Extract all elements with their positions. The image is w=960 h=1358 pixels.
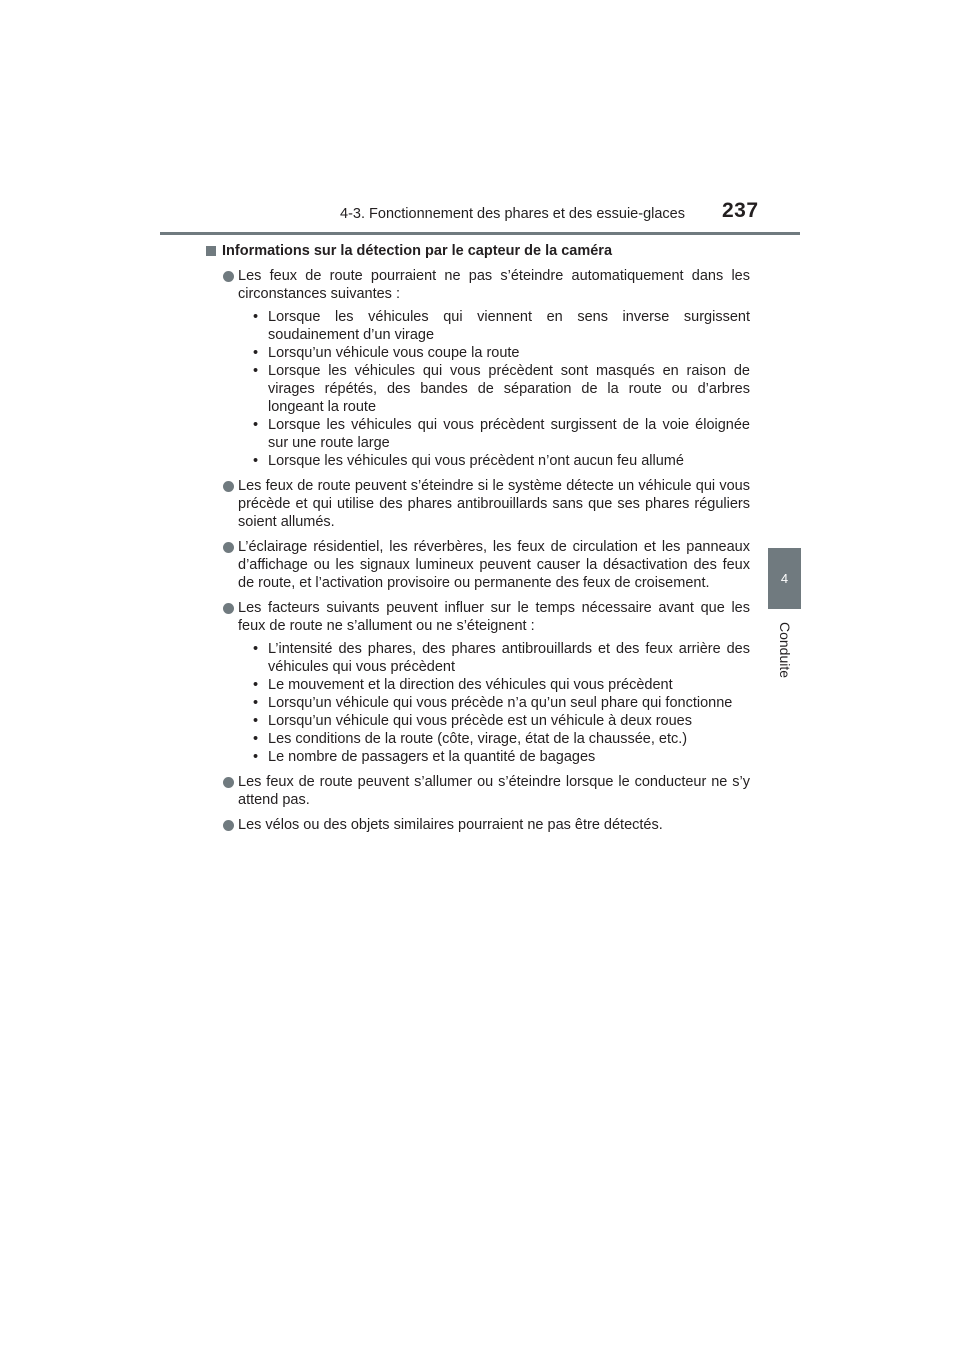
- sub-bullet-icon: •: [253, 363, 259, 379]
- sub-list-item: [238, 730, 750, 748]
- sub-list-text: Lorsque les véhicules qui viennent en sens inverse surgissent soudainement d’un virage: [268, 309, 750, 343]
- chapter-tab: [768, 548, 801, 609]
- sub-list: [238, 640, 750, 766]
- bullet-dot-icon: [223, 603, 234, 614]
- header-divider: [160, 232, 800, 235]
- bullet-dot-icon: [223, 777, 234, 788]
- square-icon: [206, 246, 216, 256]
- chapter-number: 4: [780, 571, 789, 586]
- section-heading-text: Informations sur la détection par le capteur de la caméra: [222, 243, 613, 259]
- chapter-label-container: [760, 620, 810, 680]
- section-heading: [206, 242, 750, 260]
- sub-bullet-icon: •: [253, 695, 259, 711]
- bullet-dot-icon: [223, 271, 234, 282]
- bullet-dot-icon: [223, 481, 234, 492]
- sub-list-text: Lorsqu’un véhicule vous coupe la route: [268, 345, 520, 361]
- sub-list-item: [238, 308, 750, 344]
- sub-list-text: Lorsque les véhicules qui vous précèdent n’ont aucun feu allumé: [268, 453, 684, 469]
- sub-list-text: Les conditions de la route (côte, virage, état de la chaussée, etc.): [268, 731, 688, 747]
- bullet-dot-icon: [223, 820, 234, 831]
- sub-list-text: Lorsqu’un véhicule qui vous précède est un véhicule à deux roues: [268, 713, 692, 729]
- sub-list-text: Le nombre de passagers et la quantité de bagages: [268, 749, 596, 765]
- main-content: [222, 242, 750, 834]
- bullet-item: [222, 267, 750, 470]
- bullet-text: Les vélos ou des objets similaires pourraient ne pas être détectés.: [238, 817, 663, 833]
- sub-bullet-icon: •: [253, 345, 259, 361]
- sub-bullet-icon: •: [253, 453, 259, 469]
- page-number: 237: [722, 199, 759, 222]
- sub-bullet-icon: •: [253, 749, 259, 765]
- sub-list-item: [238, 676, 750, 694]
- sub-list-text: L’intensité des phares, des phares antibrouillards et des feux arrière des véhicules qui vous précèdent: [268, 641, 750, 675]
- running-header: 4-3. Fonctionnement des phares et des essuie-glaces: [340, 206, 685, 222]
- bullet-item: [222, 816, 750, 834]
- sub-list-text: Le mouvement et la direction des véhicules qui vous précèdent: [268, 677, 673, 693]
- sub-bullet-icon: •: [253, 713, 259, 729]
- chapter-label: Conduite: [777, 621, 794, 679]
- sub-list-item: [238, 712, 750, 730]
- sub-list-item: [238, 362, 750, 416]
- bullet-list: [222, 267, 750, 834]
- bullet-item: [222, 599, 750, 766]
- sub-bullet-icon: •: [253, 641, 259, 657]
- bullet-text: Les facteurs suivants peuvent influer sur le temps nécessaire avant que les feux de route ne s’allument ou ne s’éteignent :: [238, 600, 750, 634]
- bullet-dot-icon: [223, 542, 234, 553]
- bullet-text: Les feux de route peuvent s’éteindre si le système détecte un véhicule qui vous précède et qui utilise des phares antibrouillards sans que ses phares réguliers soient allumés.: [238, 478, 750, 530]
- sub-list-item: [238, 344, 750, 362]
- sub-list-text: Lorsque les véhicules qui vous précèdent sont masqués en raison de virages répétés, des bandes de séparation de la route ou d’arbres longeant la route: [268, 363, 750, 415]
- sub-list-item: [238, 640, 750, 676]
- bullet-item: [222, 477, 750, 531]
- sub-bullet-icon: •: [253, 309, 259, 325]
- bullet-item: [222, 773, 750, 809]
- sub-bullet-icon: •: [253, 417, 259, 433]
- sub-list-item: [238, 416, 750, 452]
- bullet-text: L’éclairage résidentiel, les réverbères, les feux de circulation et les panneaux d’affichage ou les signaux lumineux peuvent causer la désactivation des feux de route, et l’activation provisoire ou permanente des feux de croisement.: [238, 539, 750, 591]
- sub-list-item: [238, 452, 750, 470]
- bullet-text: Les feux de route peuvent s’allumer ou s’éteindre lorsque le conducteur ne s’y attend pas.: [238, 774, 750, 808]
- sub-list: [238, 308, 750, 470]
- sub-bullet-icon: •: [253, 677, 259, 693]
- bullet-item: [222, 538, 750, 592]
- sub-list-text: Lorsqu’un véhicule qui vous précède n’a qu’un seul phare qui fonctionne: [268, 695, 733, 711]
- sub-list-item: [238, 748, 750, 766]
- sub-list-item: [238, 694, 750, 712]
- sub-list-text: Lorsque les véhicules qui vous précèdent surgissent de la voie éloignée sur une route large: [268, 417, 750, 451]
- sub-bullet-icon: •: [253, 731, 259, 747]
- bullet-text: Les feux de route pourraient ne pas s’éteindre automatiquement dans les circonstances suivantes :: [238, 268, 750, 302]
